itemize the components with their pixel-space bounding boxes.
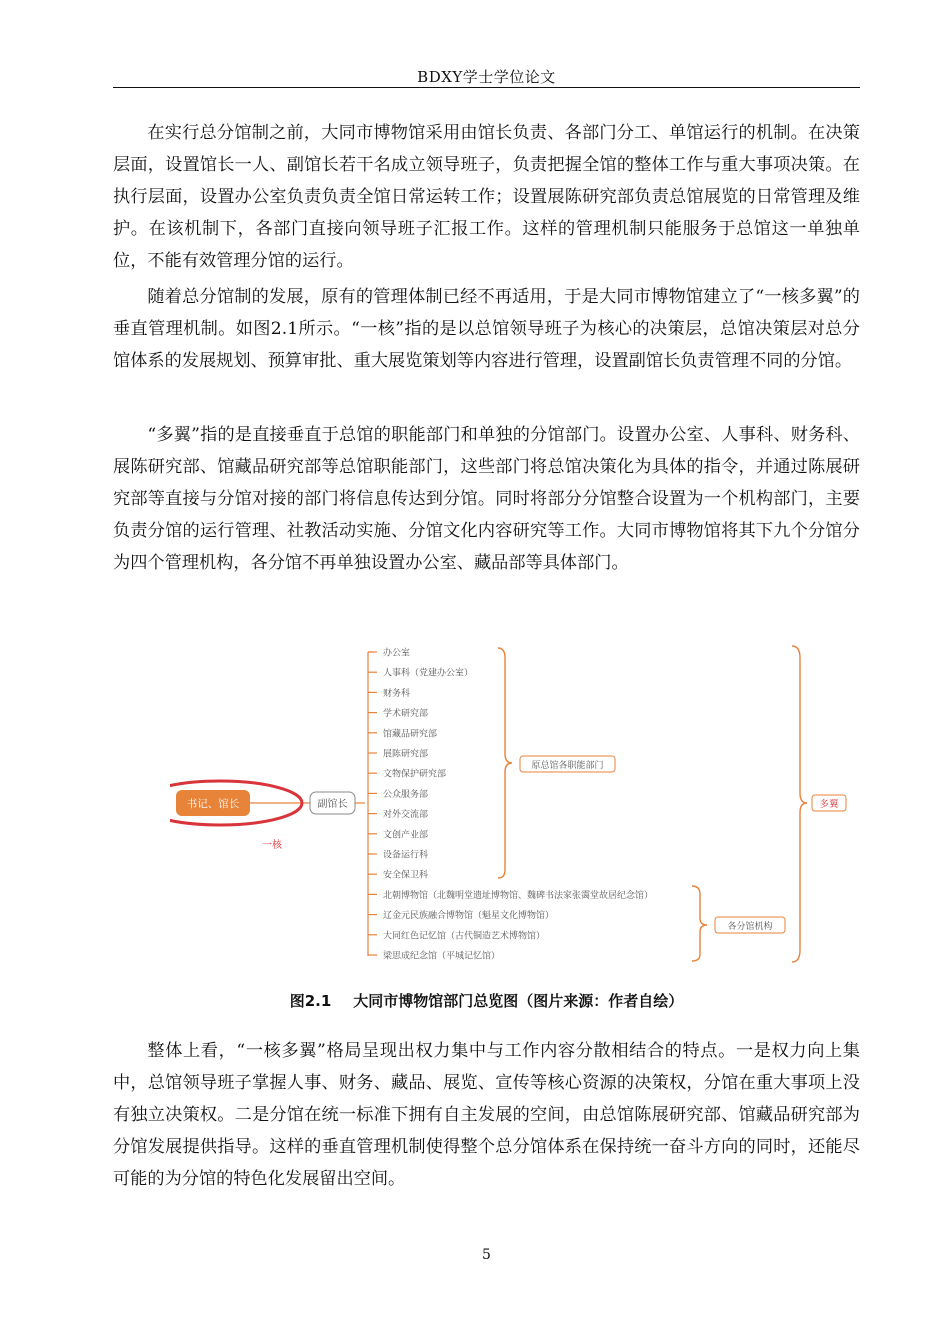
caption-text: 大同市博物馆部门总览图（图片来源：作者自绘） [353, 992, 684, 1010]
paragraph-1: 在实行总分馆制之前，大同市博物馆采用由馆长负责、各部门分工、单馆运行的机制。在决策层面，设置馆长一人、副馆长若干名成立领导班子，负责把握全馆的整体工作与重大事项决策。在执行层面，设置办公室负责负责全馆日常运转工作；设置展陈研究部负责总馆展览的日常管理及维护。在该机制下，各部门直接向领导班子汇报工作。这样的管理机制只能服务于总馆这一单独单位，不能有效管理分馆的运行。 [113, 123, 860, 271]
department-item: 对外交流部 [383, 810, 429, 821]
branch-bracket [692, 886, 707, 961]
wings-bracket [792, 646, 807, 962]
org-chart-figure [170, 638, 870, 973]
department-item: 馆藏品研究部 [383, 729, 438, 740]
page-number: 5 [482, 1247, 491, 1263]
org-chart-svg [170, 638, 870, 973]
caption-number: 图2.1 [289, 992, 332, 1010]
branch-item: 梁思成纪念馆（平城记忆馆） [383, 951, 501, 962]
wings-label: 多翼 [819, 799, 839, 810]
paragraph-3: “多翼”指的是直接垂直于总馆的职能部门和单独的分馆部门。设置办公室、人事科、财务科、展陈研究部、馆藏品研究部等总馆职能部门，这些部门将总馆决策化为具体的指令，并通过陈展研究部等直接与分馆对接的部门将信息传达到分馆。同时将部分分馆整合设置为一个机构部门，主要负责分馆的运行管理、社教活动实施、分馆文化内容研究等工作。大同市博物馆将其下九个分馆分为四个管理机构，各分馆不再单独设置办公室、藏品部等具体部门。 [113, 425, 860, 573]
department-item: 文物保护研究部 [383, 769, 447, 780]
branch-item: 辽金元民族融合博物馆（魁星文化博物馆） [383, 911, 555, 922]
branch-group-label: 各分馆机构 [727, 922, 773, 932]
figure-caption [113, 990, 860, 1011]
header-rule [113, 87, 860, 88]
branch-item: 北朝博物馆（北魏明堂遗址博物馆、魏碑书法家张霭堂故居纪念馆） [383, 890, 654, 901]
department-item: 办公室 [383, 648, 411, 659]
branch-item: 大同红色记忆馆（古代铜造艺术博物馆） [383, 931, 546, 942]
department-item: 学术研究部 [383, 709, 429, 720]
dept-bracket [498, 648, 512, 878]
department-item: 安全保卫科 [383, 870, 429, 881]
paragraph-2: 随着总分馆制的发展，原有的管理体制已经不再适用，于是大同市博物馆建立了“一核多翼”的垂直管理机制。如图2.1所示。“一核”指的是以总馆领导班子为核心的决策层，总馆决策层对总分馆体系的发展规划、预算审批、重大展览策划等内容进行管理，设置副馆长负责管理不同的分馆。 [113, 287, 860, 371]
tick-layer [368, 652, 377, 955]
department-item: 设备运行科 [383, 850, 429, 861]
department-item: 文创产业部 [383, 830, 429, 841]
paragraph-4: 整体上看，“一核多翼”格局呈现出权力集中与工作内容分散相结合的特点。一是权力向上集中，总馆领导班子掌握人事、财务、藏品、展览、宣传等核心资源的决策权，分馆在重大事项上没有独立决策权。二是分馆在统一标准下拥有自主发展的空间，由总馆陈展研究部、馆藏品研究部为分馆发展提供指导。这样的垂直管理机制使得整个总分馆体系在保持统一奋斗方向的同时，还能尽可能的为分馆的特色化发展留出空间。 [113, 1041, 860, 1189]
department-item: 公众服务部 [383, 789, 429, 800]
root-label: 书记、馆长 [186, 798, 240, 810]
deputy-label: 副馆长 [317, 799, 348, 810]
department-labels [383, 647, 473, 881]
core-label: 一核 [262, 840, 282, 851]
department-item: 人事科（党建办公室） [383, 668, 474, 679]
running-header: BDXY学士学位论文 [417, 68, 556, 86]
dept-group-label: 原总馆各职能部门 [531, 761, 604, 771]
department-item: 财务科 [383, 688, 411, 699]
department-item: 展陈研究部 [383, 749, 429, 760]
branch-labels [383, 889, 653, 962]
